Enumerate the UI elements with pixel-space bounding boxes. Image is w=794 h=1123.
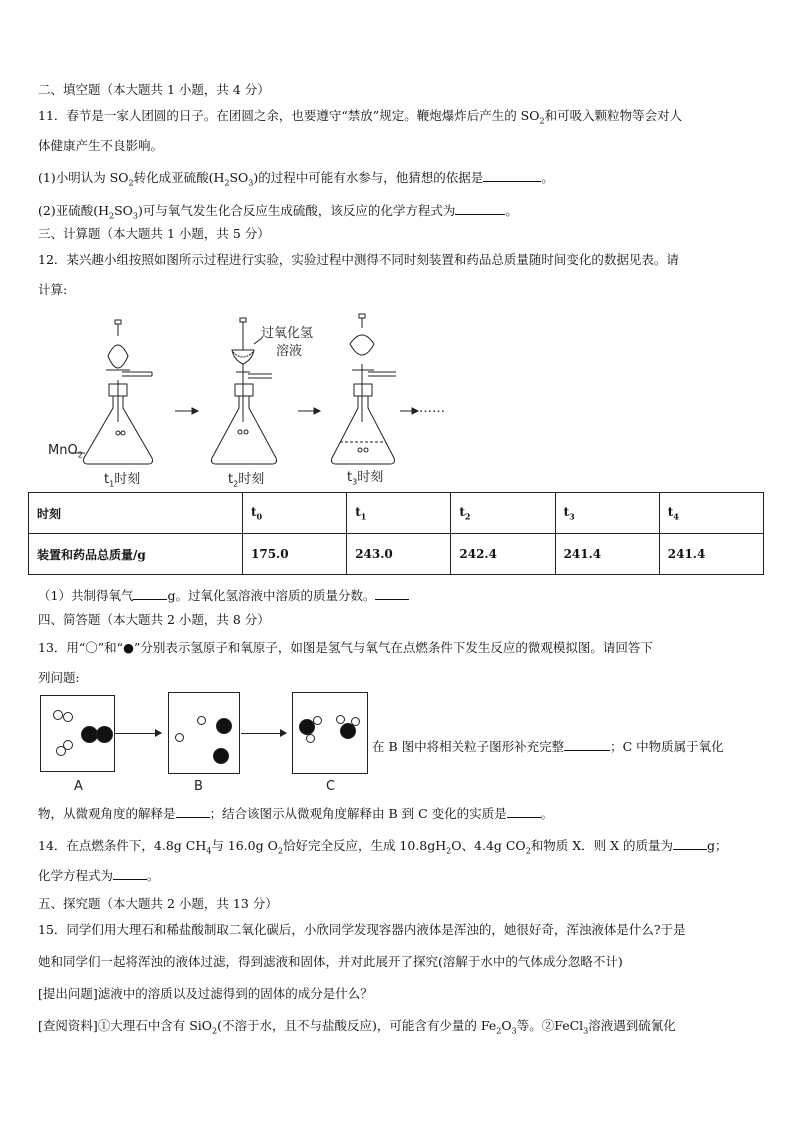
mass-table xyxy=(28,492,764,575)
oxygen-atom xyxy=(216,718,232,734)
q15-question: [提出问题]滤液中的溶质以及过滤得到的固体的成分是什么？ xyxy=(38,986,373,1001)
q11-sub2: (2)亚硫酸$(H_2SO_3)$可与氧气发生化合反应生成硫酸，该反应的化学方程式为 。 xyxy=(38,203,518,221)
section-2-title: 二、填空题（本大题共 1 小题，共 4 分） xyxy=(38,82,270,97)
q11-line2: 体健康产生不良影响。 xyxy=(38,138,164,153)
table-cell: 241.4 xyxy=(659,534,763,575)
oxygen-atom xyxy=(96,726,113,743)
table-header-cell: $t_4$ xyxy=(659,493,763,534)
label-h2o2-1: 过氧化氢 xyxy=(261,326,314,341)
q15-line2: 她和同学们一起将浑浊的液体过滤，得到滤液和固体，并对此展开了探究(溶解于水中的气体成分忽略不计) xyxy=(38,954,623,969)
q13-line1: 13．用“〇”和“●”分别表示氢原子和氧原子，如图是氢气与氧气在点燃条件下发生反应的微观模拟图。请回答下 xyxy=(38,640,653,655)
flask-t3 xyxy=(332,314,397,464)
q15-line1: 15．同学们用大理石和稀盐酸制取二氧化碳后，小欣同学发现容器内液体是浑浊的，她很好奇，浑浊液体是什么?于是 xyxy=(38,922,686,937)
section-5-title: 五、探究题（本大题共 2 小题，共 13 分） xyxy=(38,896,278,911)
answer-blank[interactable] xyxy=(564,739,610,751)
label-continue-dots: …… xyxy=(419,401,445,416)
hydrogen-atom xyxy=(306,734,315,743)
q13-line3: 在 B 图中将相关粒子图形补充完整 ；C 中物质属于氧化 xyxy=(372,739,724,754)
experiment-figure xyxy=(40,308,480,488)
hydrogen-atom xyxy=(197,716,206,725)
q13-line4: 物，从微观角度的解释是 ；结合该图示从微观角度解释由 B 到 C 变化的实质是 。 xyxy=(38,806,554,821)
hydrogen-atom xyxy=(56,746,66,756)
oxygen-atom xyxy=(213,748,229,764)
label-mno2: MnO$_2$ xyxy=(48,443,83,460)
q12-sub1: （1）共制得氧气 g。过氧化氢溶液中溶质的质量分数。 xyxy=(38,586,409,604)
q12-line1: 12．某兴趣小组按照如图所示过程进行实验，实验过程中测得不同时刻装置和药品总质量随时间变化的数据见表。请 xyxy=(38,252,679,267)
table-header-cell: $t_3$ xyxy=(555,493,659,534)
table-row xyxy=(29,534,764,575)
label-box-a: A xyxy=(74,779,83,794)
table-cell: 175.0 xyxy=(243,534,347,575)
table-header-cell: 时刻 xyxy=(29,493,243,534)
table-header-cell: $t_1$ xyxy=(347,493,451,534)
answer-blank[interactable] xyxy=(176,806,210,818)
hydrogen-atom xyxy=(313,716,322,725)
reaction-arrow xyxy=(115,733,161,734)
table-header-cell: $t_0$ xyxy=(243,493,347,534)
particle-box-a xyxy=(40,695,115,772)
q11-sub1: (1)小明认为 $SO_2$转化成亚硫酸$(H_2SO_3)$的过程中可能有水参与，他猜想的依据是 。 xyxy=(38,170,554,188)
label-t2: $t_2$时刻 xyxy=(228,472,265,489)
label-box-b: B xyxy=(194,779,203,794)
answer-blank[interactable] xyxy=(375,588,409,600)
label-t3: $t_3$时刻 xyxy=(347,470,384,487)
hydrogen-atom xyxy=(53,710,63,720)
answer-blank[interactable] xyxy=(113,868,147,880)
answer-blank[interactable] xyxy=(133,588,167,600)
hydrogen-atom xyxy=(351,717,360,726)
table-cell: 242.4 xyxy=(451,534,555,575)
particle-box-b xyxy=(168,692,240,774)
q11-line1: 11．春节是一家人团圆的日子。在团圆之余，也要遵守“禁放”规定。鞭炮爆炸后产生的 $SO_2$和可吸入颗粒物等会对人 xyxy=(38,108,683,126)
q14-line2: 化学方程式为 。 xyxy=(38,868,160,883)
answer-blank[interactable] xyxy=(673,838,707,850)
table-header-cell: $t_2$ xyxy=(451,493,555,534)
answer-blank[interactable] xyxy=(507,806,541,818)
label-t1: $t_1$时刻 xyxy=(104,472,141,489)
reaction-arrow xyxy=(241,733,286,734)
label-box-c: C xyxy=(326,779,336,794)
q14-line1: 14．在点燃条件下，4.8g $CH_4$与 16.0g $O_2$恰好完全反应，生成 $10.8gH_2O$、4.4g $CO_2$和物质 X．则 X 的质量为 g； xyxy=(38,838,728,856)
particle-box-c xyxy=(292,692,368,774)
answer-blank[interactable] xyxy=(455,203,505,215)
q13-line2: 列问题: xyxy=(38,670,80,685)
section-4-title: 四、简答题（本大题共 2 小题，共 8 分） xyxy=(38,612,270,627)
table-cell: 装置和药品总质量/g xyxy=(29,534,243,575)
hydrogen-atom xyxy=(63,712,73,722)
table-row xyxy=(29,493,764,534)
label-h2o2-2: 溶液 xyxy=(276,344,303,359)
q12-line2: 计算: xyxy=(38,282,68,297)
q15-reference: [查阅资料]①大理石中含有 SiO$_2$(不溶于水，且不与盐酸反应)，可能含有少量的 $Fe_2O_3$等。②FeCl$_3$溶液遇到硫氰化 xyxy=(38,1018,676,1036)
hydrogen-atom xyxy=(336,715,345,724)
table-cell: 243.0 xyxy=(347,534,451,575)
hydrogen-atom xyxy=(175,733,184,742)
answer-blank[interactable] xyxy=(483,170,541,182)
table-cell: 241.4 xyxy=(555,534,659,575)
section-3-title: 三、计算题（本大题共 1 小题，共 5 分） xyxy=(38,226,270,241)
